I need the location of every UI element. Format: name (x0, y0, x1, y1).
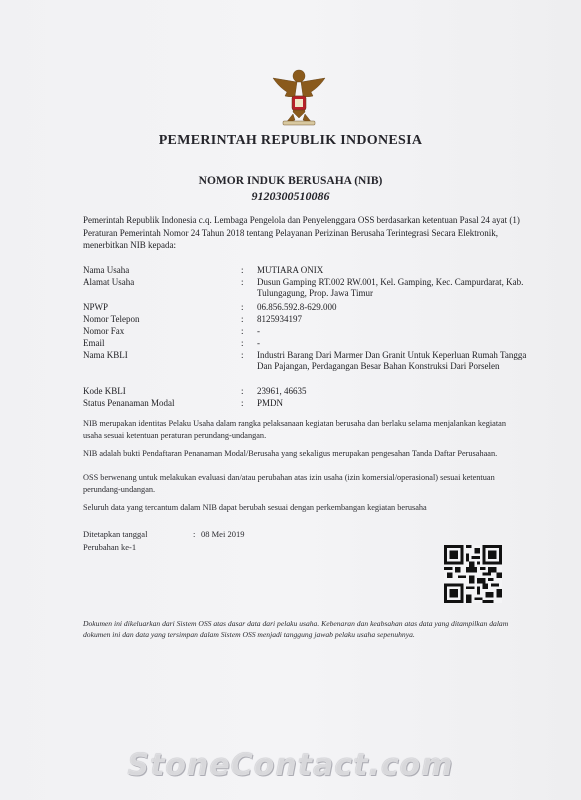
field-label: Nomor Fax (83, 326, 125, 336)
data-change-paragraph: Seluruh data yang tercantum dalam NIB dapat berubah sesuai dengan perkembangan kegiatan berusaha (83, 503, 427, 512)
field-label: NPWP (83, 302, 109, 312)
field-value: MUTIARA ONIX (257, 265, 324, 275)
field-value: Industri Barang Dari Marmer Dan Granit Untuk Keperluan Rumah Tangga Dan Pajangan, Perdagangan Besar Bahan Konstruksi Dari Porselen (257, 350, 527, 371)
nib-registration-paragraph: NIB adalah bukti Pendaftaran Penanaman Modal/Berusaha yang sekaligus merupakan pengesahan Tanda Daftar Perusahaan. (83, 449, 498, 458)
field-value: PMDN (257, 398, 284, 408)
field-label: Alamat Usaha (83, 277, 135, 287)
field-value: 06.856.592.8-629.000 (257, 302, 337, 312)
issued-date: 08 Mei 2019 (201, 529, 245, 539)
field-value: - (257, 338, 260, 348)
field-label: Nama Usaha (83, 265, 130, 275)
field-value: 8125934197 (257, 314, 302, 324)
disclaimer-note: Dokumen ini dikeluarkan dari Sistem OSS atas dasar data dari pelaku usaha. Kebenaran dan keabsahan atas data yang ditampilkan dalam dokumen ini dan data yang tersimpan dalam Sistem OSS menjadi tanggung jawab pelaku usaha sepenuhnya. (83, 619, 509, 639)
watermark-text: StoneContact.com (127, 748, 454, 783)
field-label: Kode KBLI (83, 386, 126, 396)
field-value: 23961, 46635 (257, 386, 307, 396)
field-label: Nomor Telepon (83, 314, 140, 324)
field-label: Status Penanaman Modal (83, 398, 175, 408)
nib-identity-paragraph: NIB merupakan identitas Pelaku Usaha dalam rangka pelaksanaan kegiatan berusaha dan berlaku selama menjalankan kegiatan usaha sesuai ketentuan peraturan perundang-undangan. (83, 419, 506, 440)
issued-block: Ditetapkan tanggal : 08 Mei 2019 Perubahan ke-1 (83, 529, 245, 552)
revision-label: Perubahan ke-1 (83, 542, 137, 552)
intro-paragraph: Pemerintah Republik Indonesia c.q. Lembaga Pengelola dan Penyelenggara OSS berdasarkan ketentuan Pasal 24 ayat (1) Peraturan Pemerintah Nomor 24 Tahun 2018 tentang Pelayanan Perizinan Berusaha Terintegrasi Secara Elektronik, menerbitkan NIB kepada: (83, 215, 520, 250)
field-label: Email (83, 338, 105, 348)
government-title: PEMERINTAH REPUBLIK INDONESIA (158, 133, 423, 148)
field-value: Dusun Gamping RT.002 RW.001, Kel. Gamping, Kec. Campurdarat, Kab. Tulungagung, Prop. Jawa Timur (257, 277, 524, 298)
issued-label: Ditetapkan tanggal (83, 529, 148, 539)
document-page: PEMERINTAH REPUBLIK INDONESIA NOMOR INDUK BERUSAHA (NIB) 9120300510086 Pemerintah Republik Indonesia c.q. Lembaga Pengelola dan Penyelenggara OSS berdasarkan ketentuan Pasal 24 ayat (1) Peraturan Pemerintah Nomor 24 Tahun 2018 tentang Pelayanan Perizinan Berusaha Terintegrasi Secara Elektronik, menerbitkan NIB kepada: Nama Usaha : MUTIARA ONIX Alamat Usaha : Dusun Gamping RT.002 RW.001, Kel. Gamping, Kec. Campurdarat, Kab. Tulungagung, Prop. Jawa Timur NPWP : 06.856.592.8-629.000 Nomor Telepon : 8125934197 Nomor Fax : - Email : - Nama KBLI : Industri Barang Dari Marmer Dan Granit Untuk Keperluan Rumah Tangga Dan Pajangan, Perdagangan Besar Bahan Konstruksi Dari Porselen Kode KBLI : 23961, 46635 Status Penanaman Modal : PMDN NIB merupakan identitas Pelaku Usaha dalam rangka pelaksanaan kegiatan berusaha dan berlaku selama menjalankan kegiatan usaha sesuai ketentuan peraturan perundang-undangan. NIB adalah bukti Pendaftaran Penanaman Modal/Berusaha yang sekaligus merupakan pengesahan Tanda Daftar Perusahaan. OSS berwenang untuk melakukan evaluasi dan/atau perubahan atas izin usaha (izin komersial/operasional) sesuai ketentuan perundang-undangan. Seluruh data yang tercantum dalam NIB dapat berubah sesuai dengan perkembangan kegiatan berusaha Ditetapkan tanggal : 08 Mei 2019 Perubahan ke-1 Dokumen ini dikeluarkan dari Sistem OSS atas dasar data dari pelaku usaha. Kebenaran dan keabsahan atas data yang ditampilkan dalam dokumen ini dan data yang tersimpan dalam Sistem OSS menjadi tanggung jawab pelaku usaha sepenuhnya. StoneContact.com (0, 0, 581, 800)
nib-number: 9120300510086 (251, 189, 330, 203)
qr-code-icon (444, 545, 502, 603)
field-label: Nama KBLI (83, 350, 128, 360)
oss-authority-paragraph: OSS berwenang untuk melakukan evaluasi dan/atau perubahan atas izin usaha (izin komersial/operasional) sesuai ketentuan perundang-undangan. (83, 473, 495, 494)
field-value: - (257, 326, 260, 336)
garuda-emblem-icon (271, 66, 327, 128)
document-title: NOMOR INDUK BERUSAHA (NIB) (198, 175, 383, 187)
